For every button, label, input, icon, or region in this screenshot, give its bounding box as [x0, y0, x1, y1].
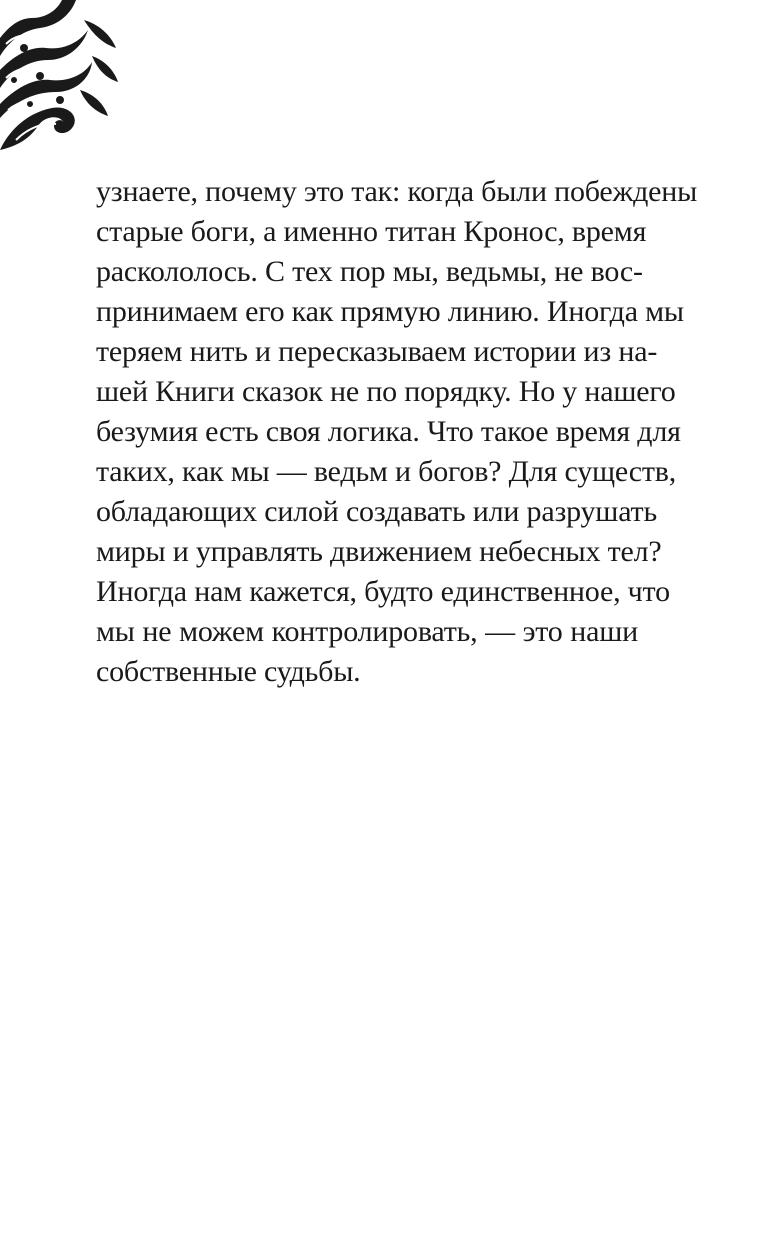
text-line: обладающих силой создавать или разрушать	[96, 495, 657, 528]
body-text	[96, 172, 698, 692]
text-line: миры и управлять движением небесных тел?	[96, 535, 662, 568]
text-line: Иногда нам кажется, будто единственное, что	[96, 575, 670, 608]
text-line: узнаете, почему это так: когда были побеждены	[96, 175, 698, 208]
text-line: принимаем его как прямую линию. Иногда мы	[96, 295, 684, 328]
corner-ornament-icon	[0, 0, 118, 150]
text-line: старые боги, а именно титан Кронос, время	[96, 215, 647, 248]
text-line: теряем нить и пересказываем истории из на-	[96, 335, 658, 368]
text-line: собственные судьбы.	[96, 655, 361, 688]
text-line: шей Книги сказок не по порядку. Но у нашего	[96, 375, 676, 408]
text-line: мы не можем контролировать, — это наши	[96, 615, 638, 648]
text-line: раскололось. С тех пор мы, ведьмы, не вос-	[96, 255, 643, 288]
text-line: таких, как мы — ведьм и богов? Для существ,	[96, 455, 677, 488]
text-line: безумия есть своя логика. Что такое время для	[96, 415, 681, 448]
